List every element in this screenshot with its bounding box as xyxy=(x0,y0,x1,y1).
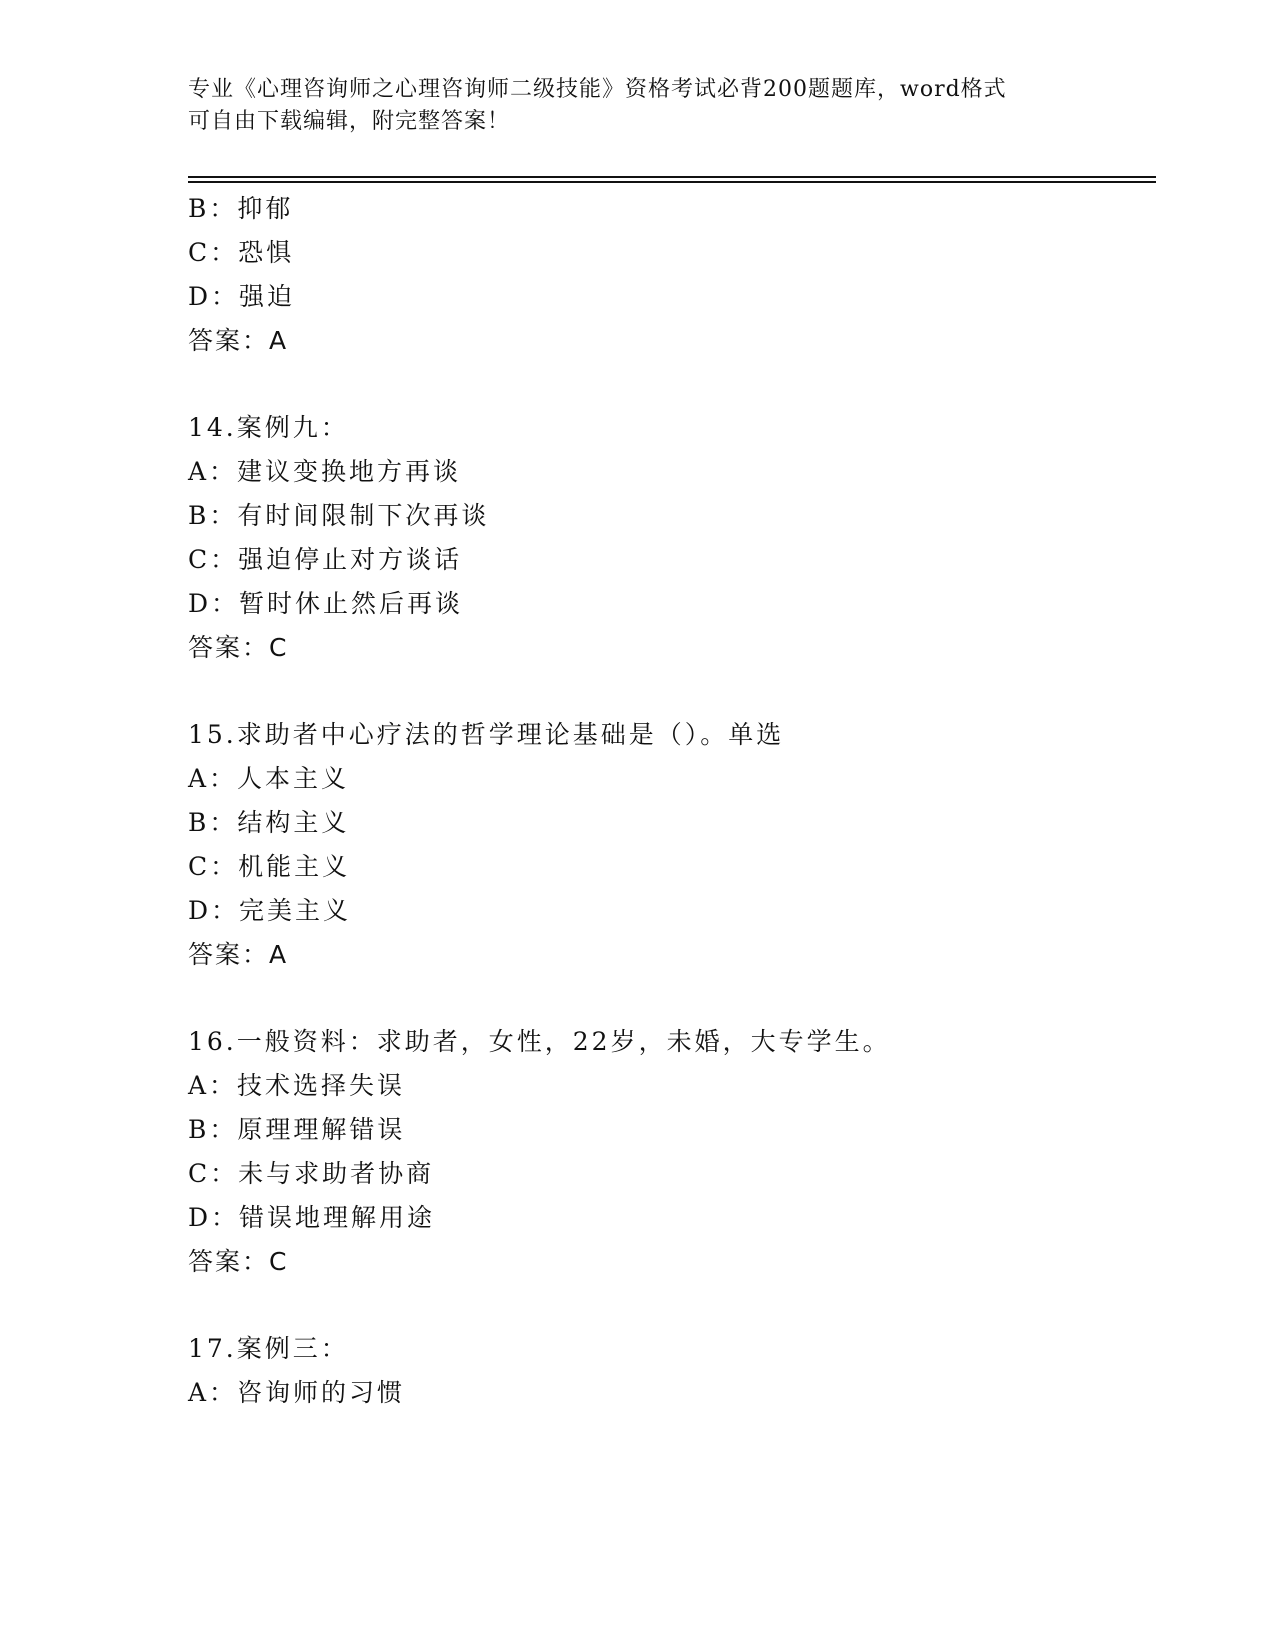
q13-answer: 答案：A xyxy=(188,326,289,355)
q14-option-b: B：有时间限制下次再谈 xyxy=(188,501,490,530)
q15-option-a: A：人本主义 xyxy=(188,764,350,793)
q16-option-d: D：错误地理解用途 xyxy=(188,1203,436,1232)
q17-option-a: A：咨询师的习惯 xyxy=(188,1378,406,1407)
q16-answer: 答案：C xyxy=(188,1247,289,1276)
q15-option-d: D：完美主义 xyxy=(188,896,352,925)
q14-option-d: D：暂时休止然后再谈 xyxy=(188,589,464,618)
q14-option-c: C：强迫停止对方谈话 xyxy=(188,545,463,574)
q14-answer: 答案：C xyxy=(188,633,289,662)
header-rule-top xyxy=(188,176,1156,178)
q15-title: 15.求助者中心疗法的哲学理论基础是（）。单选 xyxy=(188,720,785,749)
q16-title: 16.一般资料：求助者，女性，22岁，未婚，大专学生。 xyxy=(188,1027,891,1056)
q15-option-b: B：结构主义 xyxy=(188,808,350,837)
q16-option-c: C：未与求助者协商 xyxy=(188,1159,435,1188)
q15-answer: 答案：A xyxy=(188,940,289,969)
header-line-1: 专业《心理咨询师之心理咨询师二级技能》资格考试必背200题题库，word格式 xyxy=(188,77,1007,102)
q17-title: 17.案例三： xyxy=(188,1334,349,1363)
q16-option-b: B：原理理解错误 xyxy=(188,1115,406,1144)
q14-title: 14.案例九： xyxy=(188,413,349,442)
header-line-2: 可自由下载编辑，附完整答案！ xyxy=(188,109,511,134)
q14-option-a: A：建议变换地方再谈 xyxy=(188,457,462,486)
q13-option-d: D：强迫 xyxy=(188,282,296,311)
document-header xyxy=(188,74,1068,138)
q16-option-a: A：技术选择失误 xyxy=(188,1071,406,1100)
q15-option-c: C：机能主义 xyxy=(188,852,351,881)
header-rule-bottom xyxy=(188,181,1156,183)
q13-option-b: B：抑郁 xyxy=(188,194,294,223)
q13-option-c: C：恐惧 xyxy=(188,238,295,267)
